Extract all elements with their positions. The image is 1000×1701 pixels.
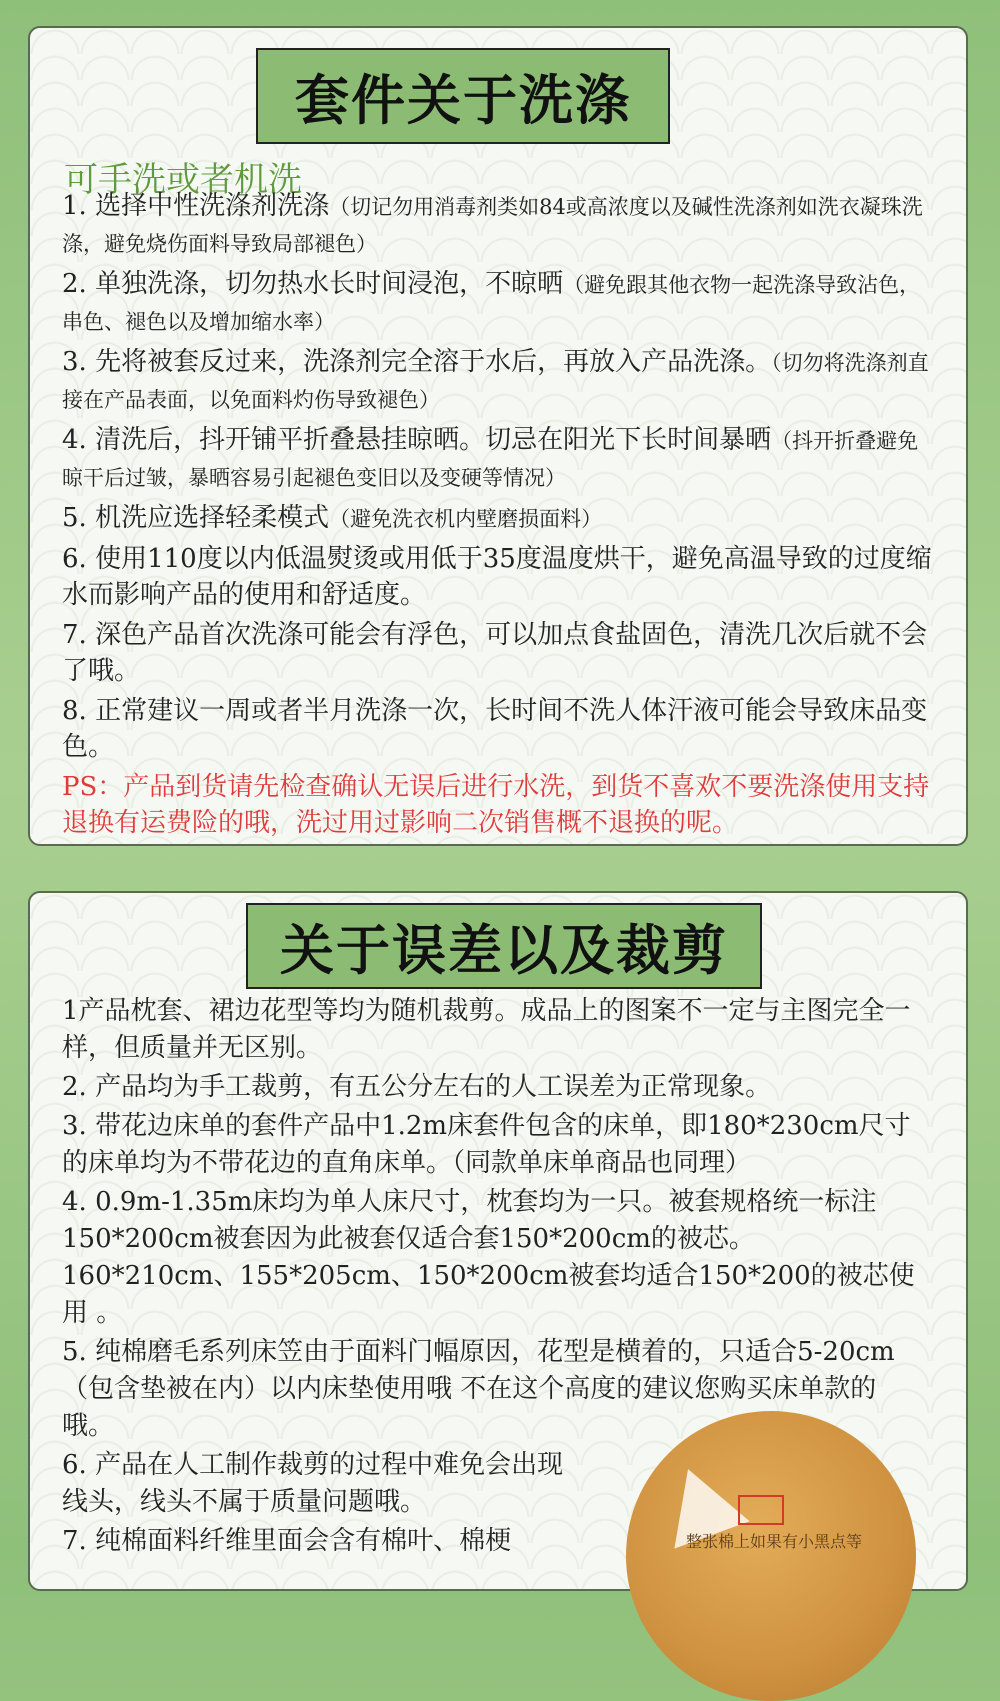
fabric-closeup-photo bbox=[626, 1411, 916, 1701]
highlight-box-icon bbox=[738, 1495, 784, 1525]
item-note: （切记勿用消毒剂类如84或高浓度以及碱性洗涤剂如洗衣凝珠洗涤，避免烧伤面料导致局部褪色） bbox=[62, 195, 923, 256]
washing-list bbox=[62, 188, 938, 845]
washing-card bbox=[28, 26, 968, 846]
ps-notice: PS：产品到货请先检查确认无误后进行水洗，到货不喜欢不要洗涤使用支持退换有运费险的哦，洗过用过影响二次销售概不退换的呢。 bbox=[62, 772, 930, 838]
list-item: 5. 机洗应选择轻柔模式（避免洗衣机内壁磨损面料） bbox=[62, 503, 603, 533]
list-item: 6. 使用110度以内低温熨烫或用低于35度温度烘干，避免高温导致的过度缩水而影响产品的使用和舒适度。 bbox=[62, 544, 932, 610]
list-item: 8. 正常建议一周或者半月洗涤一次，长时间不洗人体汗液可能会导致床品变色。 bbox=[62, 696, 928, 762]
list-item: 4. 0.9m-1.35m床均为单人床尺寸，枕套均为一只。被套规格统一标注150*200cm被套因为此被套仅适合套150*200cm的被芯。160*210cm、155*205cm、150*200cm被套均适合150*200的被芯使用 。 bbox=[62, 1187, 915, 1328]
list-item: 7. 深色产品首次洗涤可能会有浮色，可以加点食盐固色，清洗几次后就不会了哦。 bbox=[62, 620, 928, 686]
list-item: 1产品枕套、裙边花型等均为随机裁剪。成品上的图案不一定与主图完全一样，但质量并无区别。 bbox=[62, 996, 911, 1063]
item-note: （避免洗衣机内壁磨损面料） bbox=[329, 507, 603, 531]
list-item: 1. 选择中性洗涤剂洗涤（切记勿用消毒剂类如84或高浓度以及碱性洗涤剂如洗衣凝珠洗涤，避免烧伤面料导致局部褪色） bbox=[62, 191, 923, 256]
error-cutting-title: 关于误差以及裁剪 bbox=[246, 903, 762, 989]
item-note: （抖开折叠避免晾干后过皱，暴晒容易引起褪色变旧以及变硬等情况） bbox=[62, 429, 919, 490]
photo-caption: 整张棉上如果有小黑点等 bbox=[686, 1532, 863, 1551]
list-item: 2. 单独洗涤，切勿热水长时间浸泡，不晾晒（避免跟其他衣物一起洗涤导致沾色，串色、褪色以及增加缩水率） bbox=[62, 269, 921, 334]
list-item: 4. 清洗后，抖开铺平折叠悬挂晾晒。切忌在阳光下长时间暴晒（抖开折叠避免晾干后过皱，暴晒容易引起褪色变旧以及变硬等情况） bbox=[62, 425, 919, 490]
item-note: （切勿将洗涤剂直接在产品表面，以免面料灼伤导致褪色） bbox=[62, 351, 929, 412]
list-item: 5. 纯棉磨毛系列床笠由于面料门幅原因，花型是横着的，只适合5-20cm（包含垫被在内）以内床垫使用哦 不在这个高度的建议您购买床单款的哦。 bbox=[62, 1337, 895, 1441]
washing-subtitle: 可手洗或者机洗 bbox=[64, 160, 302, 200]
list-item: 3. 先将被套反过来，洗涤剂完全溶于水后，再放入产品洗涤。（切勿将洗涤剂直接在产品表面，以免面料灼伤导致褪色） bbox=[62, 347, 929, 412]
list-item: 6. 产品在人工制作裁剪的过程中难免会出现线头，线头不属于质量问题哦。 bbox=[62, 1450, 564, 1517]
list-item: 3. 带花边床单的套件产品中1.2m床套件包含的床单，即180*230cm尺寸的床单均为不带花边的直角床单。（同款单床单商品也同理） bbox=[62, 1111, 911, 1178]
washing-title: 套件关于洗涤 bbox=[256, 48, 670, 144]
item-note: （避免跟其他衣物一起洗涤导致沾色，串色、褪色以及增加缩水率） bbox=[62, 273, 921, 334]
list-item: 7. 纯棉面料纤维里面会含有棉叶、棉梗 bbox=[62, 1526, 512, 1556]
list-item: 2. 产品均为手工裁剪，有五公分左右的人工误差为正常现象。 bbox=[62, 1072, 772, 1102]
error-cutting-card bbox=[28, 891, 968, 1591]
